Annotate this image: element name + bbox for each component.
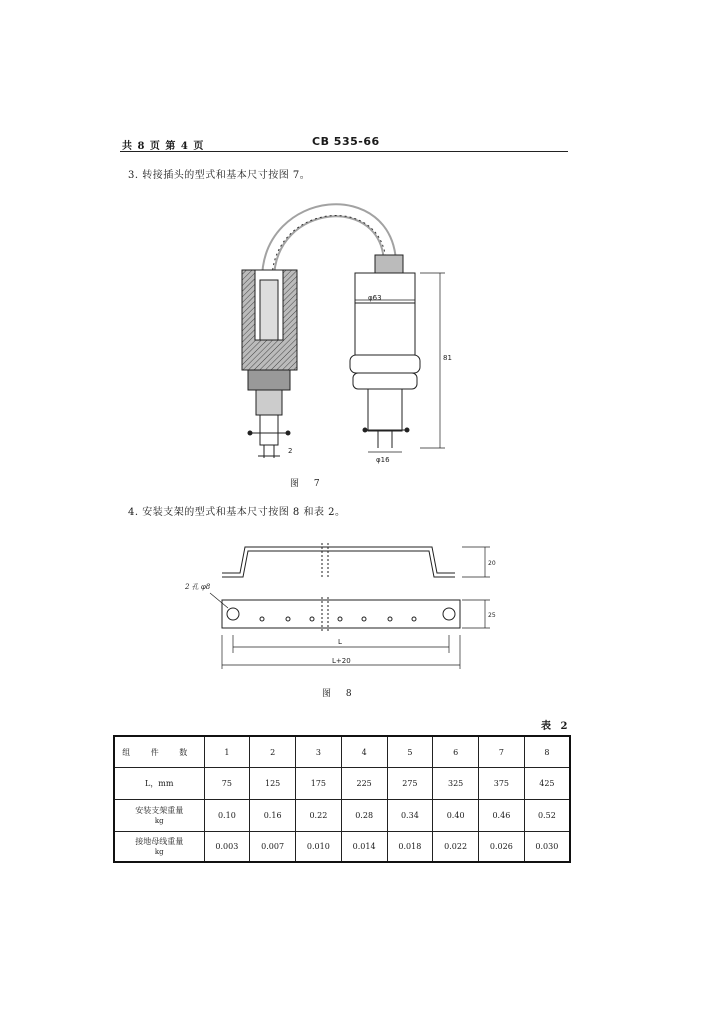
page-count: 共 8 页 第 4 页 — [122, 141, 205, 152]
dim-L: L — [338, 638, 342, 646]
figure-7-drawing — [230, 190, 470, 470]
figure-7-caption: 图 7 — [290, 479, 326, 489]
table-cell: 0.003 — [204, 832, 250, 863]
header-cell: 1 — [204, 736, 250, 768]
table-cell: 0.010 — [296, 832, 342, 863]
bracket-side-view — [222, 543, 455, 577]
header-cell: 2 — [250, 736, 296, 768]
header-cell-group: 组 件 数 — [114, 736, 204, 768]
table-cell: 0.28 — [341, 800, 387, 832]
row-label: L，mm — [114, 768, 204, 800]
table-cell: 0.018 — [387, 832, 433, 863]
table-cell: 125 — [250, 768, 296, 800]
row-label-main: 接地母线重量 — [135, 836, 184, 846]
row-label — [114, 832, 204, 863]
header-cell: 3 — [296, 736, 342, 768]
dim-width: 25 — [488, 612, 496, 619]
section-4-text: 4. 安装支架的型式和基本尺寸按图 8 和表 2。 — [128, 507, 346, 518]
dim-d63: φ63 — [368, 294, 382, 302]
header-rule — [120, 151, 568, 152]
table-2-label: 表 2 — [541, 721, 571, 732]
row-label-unit: kg — [154, 816, 164, 825]
table-cell: 0.022 — [433, 832, 479, 863]
header-cell: 8 — [524, 736, 570, 768]
table-header-row — [114, 736, 570, 768]
table-cell: 0.46 — [479, 800, 525, 832]
standard-code: CB 535-66 — [312, 135, 380, 148]
table-cell: 175 — [296, 768, 342, 800]
dim-d16: φ16 — [376, 456, 390, 464]
hole-label: 2 孔 φ8 — [185, 583, 211, 591]
header-cell: 7 — [479, 736, 525, 768]
dim-L20: L+20 — [332, 657, 351, 665]
header-cell: 6 — [433, 736, 479, 768]
dim-2: 2 — [288, 447, 293, 455]
dim-height: 20 — [488, 560, 496, 567]
right-connector — [350, 255, 420, 448]
table-cell: 0.52 — [524, 800, 570, 832]
header-cell: 5 — [387, 736, 433, 768]
table-cell: 0.026 — [479, 832, 525, 863]
table-cell: 225 — [341, 768, 387, 800]
bracket-top-view — [222, 597, 460, 631]
row-label — [114, 800, 204, 832]
table-row — [114, 800, 570, 832]
table-cell: 375 — [479, 768, 525, 800]
row-label-unit: kg — [154, 847, 164, 856]
header-cell: 4 — [341, 736, 387, 768]
table-cell: 425 — [524, 768, 570, 800]
table-cell: 0.014 — [341, 832, 387, 863]
table-cell: 0.007 — [250, 832, 296, 863]
table-cell: 275 — [387, 768, 433, 800]
table-row — [114, 832, 570, 863]
table-cell: 0.10 — [204, 800, 250, 832]
table-cell: 75 — [204, 768, 250, 800]
section-3-text: 3. 转接插头的型式和基本尺寸按图 7。 — [128, 170, 311, 181]
figure-8-drawing — [200, 535, 500, 675]
table-cell: 325 — [433, 768, 479, 800]
table-cell: 0.34 — [387, 800, 433, 832]
left-connector — [242, 270, 297, 458]
table-cell: 0.16 — [250, 800, 296, 832]
table-row — [114, 768, 570, 800]
figure-8-caption: 图 8 — [322, 689, 358, 699]
table-cell: 0.40 — [433, 800, 479, 832]
dim-81: 81 — [443, 354, 452, 362]
table-cell: 0.030 — [524, 832, 570, 863]
table-cell: 0.22 — [296, 800, 342, 832]
row-label-main: 安装支架重量 — [135, 805, 184, 815]
table-2 — [113, 735, 571, 863]
